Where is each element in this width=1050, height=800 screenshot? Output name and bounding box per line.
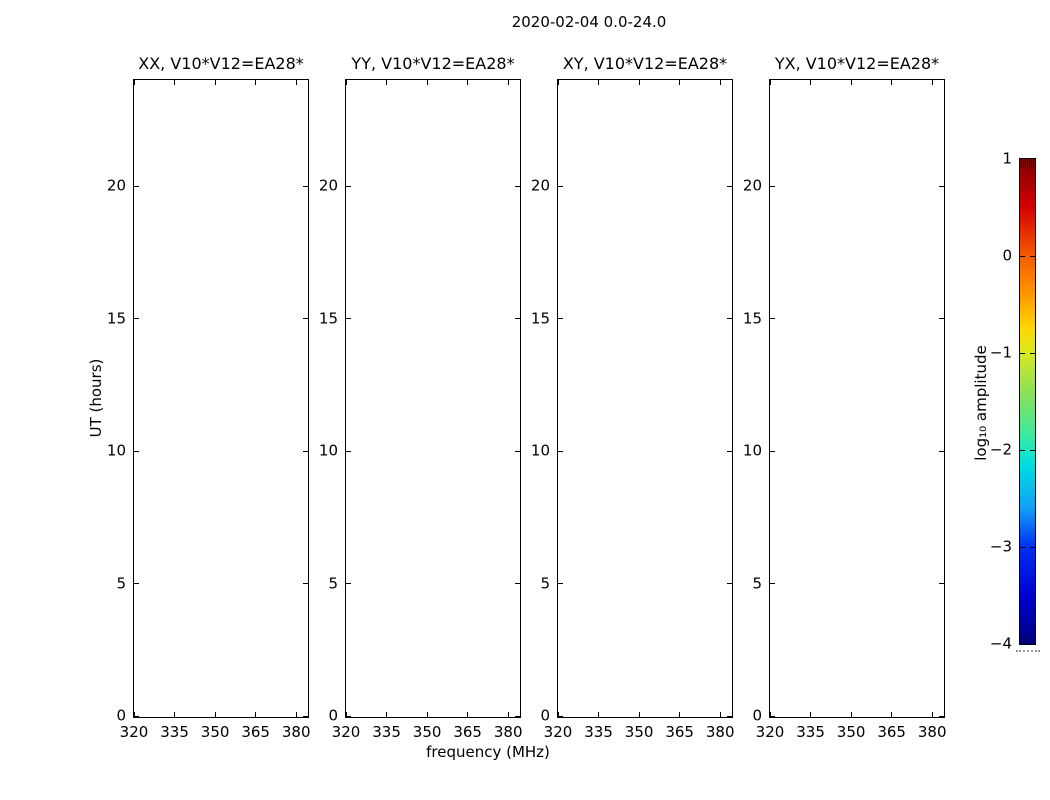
- y-tick-right: [939, 716, 944, 717]
- panel-yy: [318, 54, 523, 741]
- colorbar-comb-mark-top: [1033, 160, 1034, 168]
- x-tick-top: [255, 80, 256, 85]
- x-tick-label: 365: [877, 723, 906, 741]
- figure-title: 2020-02-04 0.0-24.0: [511, 13, 667, 31]
- colorbar-comb-mark-top: [1029, 160, 1030, 168]
- colorbar-comb-mark-top: [1025, 160, 1026, 168]
- colorbar-tick-label: −3: [989, 537, 1012, 556]
- x-tick-top: [386, 80, 387, 85]
- x-tick-top: [215, 80, 216, 85]
- colorbar-comb-mark-top: [1031, 160, 1032, 168]
- panel-title-xy: XY, V10*V12=EA28*: [562, 54, 728, 73]
- x-tick-bottom: [810, 712, 811, 717]
- x-tick-bottom: [679, 712, 680, 717]
- y-tick-right: [727, 716, 732, 717]
- y-tick-right: [303, 318, 308, 319]
- colorbar-tick-label: 1: [1002, 149, 1012, 168]
- colorbar-tick-label: −2: [989, 440, 1012, 459]
- y-tick-right: [303, 716, 308, 717]
- y-tick-label: 0: [328, 706, 338, 725]
- x-tick-label: 365: [665, 723, 694, 741]
- x-tick-top: [770, 80, 771, 85]
- y-tick-label: 0: [540, 706, 550, 725]
- panel-title-yy: YY, V10*V12=EA28*: [351, 54, 515, 73]
- y-tick-label: 20: [318, 176, 338, 195]
- y-tick-right: [939, 318, 944, 319]
- y-tick-label: 5: [540, 574, 550, 592]
- y-tick-label: 10: [106, 441, 126, 460]
- y-tick-right: [515, 451, 520, 452]
- panel-title-xx: XX, V10*V12=EA28*: [138, 54, 304, 73]
- x-tick-bottom: [255, 712, 256, 717]
- panel-xy: [530, 54, 735, 741]
- x-tick-bottom: [427, 712, 428, 717]
- x-tick-label: 335: [160, 723, 189, 741]
- x-tick-bottom: [891, 712, 892, 717]
- x-tick-label: 380: [493, 723, 523, 741]
- y-tick-label: 10: [318, 441, 338, 460]
- x-tick-label: 335: [796, 723, 825, 741]
- x-tick-label: 380: [917, 723, 947, 741]
- x-tick-label: 320: [331, 723, 361, 741]
- y-tick-right: [939, 451, 944, 452]
- colorbar-tick-left: [1020, 547, 1025, 548]
- y-tick-left: [558, 318, 563, 319]
- colorbar-tick-right: [1030, 450, 1035, 451]
- y-tick-right: [515, 716, 520, 717]
- x-tick-label: 350: [624, 723, 654, 741]
- x-tick-top: [932, 80, 933, 85]
- y-tick-left: [558, 583, 563, 584]
- colorbar-tick-left: [1020, 256, 1025, 257]
- y-tick-label: 15: [742, 309, 762, 327]
- y-tick-right: [939, 186, 944, 187]
- x-tick-top: [346, 80, 347, 85]
- y-tick-left: [134, 716, 139, 717]
- colorbar-tick-label: −4: [989, 634, 1012, 653]
- y-tick-left: [770, 186, 775, 187]
- y-tick-right: [939, 583, 944, 584]
- colorbar: [972, 149, 1036, 653]
- y-tick-right: [515, 583, 520, 584]
- y-tick-left: [558, 186, 563, 187]
- y-tick-label: 10: [742, 441, 762, 460]
- y-tick-right: [727, 583, 732, 584]
- colorbar-tick-left: [1020, 450, 1025, 451]
- y-tick-right: [303, 186, 308, 187]
- colorbar-comb-mark-bottom: [1027, 636, 1028, 644]
- y-tick-left: [346, 583, 351, 584]
- x-tick-top: [810, 80, 811, 85]
- y-tick-label: 20: [530, 176, 550, 195]
- y-tick-right: [727, 318, 732, 319]
- panel-yx: [742, 54, 947, 741]
- x-tick-bottom: [174, 712, 175, 717]
- colorbar-tick-label: 0: [1002, 246, 1012, 265]
- y-tick-left: [134, 318, 139, 319]
- x-tick-top: [467, 80, 468, 85]
- colorbar-gradient: [1019, 158, 1036, 645]
- colorbar-tick-left: [1020, 353, 1025, 354]
- panel-xx: [106, 54, 311, 741]
- x-tick-label: 350: [200, 723, 230, 741]
- colorbar-comb-mark-bottom: [1029, 636, 1030, 644]
- x-tick-bottom: [851, 712, 852, 717]
- y-tick-left: [770, 716, 775, 717]
- y-tick-left: [558, 716, 563, 717]
- y-tick-left: [346, 318, 351, 319]
- x-tick-top: [891, 80, 892, 85]
- x-tick-top: [296, 80, 297, 85]
- x-tick-top: [558, 80, 559, 85]
- x-tick-top: [134, 80, 135, 85]
- y-tick-label: 20: [742, 176, 762, 195]
- y-tick-right: [303, 451, 308, 452]
- colorbar-comb-mark-bottom: [1021, 636, 1022, 644]
- colorbar-dotted-line: [1016, 650, 1040, 652]
- x-tick-top: [851, 80, 852, 85]
- colorbar-comb-mark-bottom: [1025, 636, 1026, 644]
- x-tick-label: 380: [281, 723, 311, 741]
- y-tick-right: [515, 186, 520, 187]
- y-tick-label: 5: [752, 574, 762, 592]
- y-tick-label: 10: [530, 441, 550, 460]
- x-tick-bottom: [720, 712, 721, 717]
- x-tick-top: [720, 80, 721, 85]
- x-axis-label: frequency (MHz): [426, 743, 550, 761]
- x-tick-bottom: [386, 712, 387, 717]
- x-tick-bottom: [467, 712, 468, 717]
- y-tick-left: [134, 186, 139, 187]
- x-tick-label: 335: [584, 723, 613, 741]
- y-tick-right: [727, 186, 732, 187]
- x-tick-bottom: [215, 712, 216, 717]
- x-tick-top: [508, 80, 509, 85]
- x-tick-top: [598, 80, 599, 85]
- colorbar-tick-label: −1: [989, 343, 1012, 362]
- y-tick-label: 5: [328, 574, 338, 592]
- y-tick-label: 15: [106, 309, 126, 327]
- x-tick-top: [679, 80, 680, 85]
- x-tick-label: 365: [453, 723, 482, 741]
- colorbar-tick-right: [1030, 256, 1035, 257]
- x-tick-bottom: [932, 712, 933, 717]
- colorbar-label: log₁₀ amplitude: [972, 345, 990, 461]
- colorbar-comb-mark-top: [1023, 160, 1024, 168]
- x-tick-label: 350: [836, 723, 866, 741]
- y-tick-label: 0: [752, 706, 762, 725]
- y-tick-left: [134, 583, 139, 584]
- y-tick-label: 20: [106, 176, 126, 195]
- y-tick-left: [346, 186, 351, 187]
- y-tick-left: [770, 318, 775, 319]
- y-tick-left: [558, 451, 563, 452]
- colorbar-comb-mark-bottom: [1031, 636, 1032, 644]
- x-tick-top: [639, 80, 640, 85]
- x-tick-top: [427, 80, 428, 85]
- y-tick-left: [770, 583, 775, 584]
- y-tick-label: 0: [116, 706, 126, 725]
- x-tick-top: [174, 80, 175, 85]
- colorbar-tick-right: [1030, 547, 1035, 548]
- x-tick-bottom: [639, 712, 640, 717]
- x-tick-label: 335: [372, 723, 401, 741]
- y-tick-label: 5: [116, 574, 126, 592]
- x-tick-label: 320: [119, 723, 149, 741]
- x-tick-label: 365: [241, 723, 270, 741]
- y-tick-right: [727, 451, 732, 452]
- y-tick-label: 15: [318, 309, 338, 327]
- y-tick-left: [134, 451, 139, 452]
- y-tick-label: 15: [530, 309, 550, 327]
- y-axis-label: UT (hours): [87, 358, 105, 438]
- x-tick-label: 320: [755, 723, 785, 741]
- y-tick-right: [515, 318, 520, 319]
- x-tick-label: 380: [705, 723, 735, 741]
- colorbar-comb-mark-bottom: [1023, 636, 1024, 644]
- y-tick-left: [346, 451, 351, 452]
- x-tick-bottom: [598, 712, 599, 717]
- colorbar-tick-right: [1030, 353, 1035, 354]
- colorbar-comb-mark-top: [1027, 160, 1028, 168]
- x-tick-label: 320: [543, 723, 573, 741]
- x-tick-bottom: [508, 712, 509, 717]
- y-tick-left: [346, 716, 351, 717]
- colorbar-comb-mark-bottom: [1033, 636, 1034, 644]
- panel-title-yx: YX, V10*V12=EA28*: [774, 54, 940, 73]
- x-tick-label: 350: [412, 723, 442, 741]
- x-tick-bottom: [296, 712, 297, 717]
- y-tick-left: [770, 451, 775, 452]
- y-tick-right: [303, 583, 308, 584]
- colorbar-comb-mark-top: [1021, 160, 1022, 168]
